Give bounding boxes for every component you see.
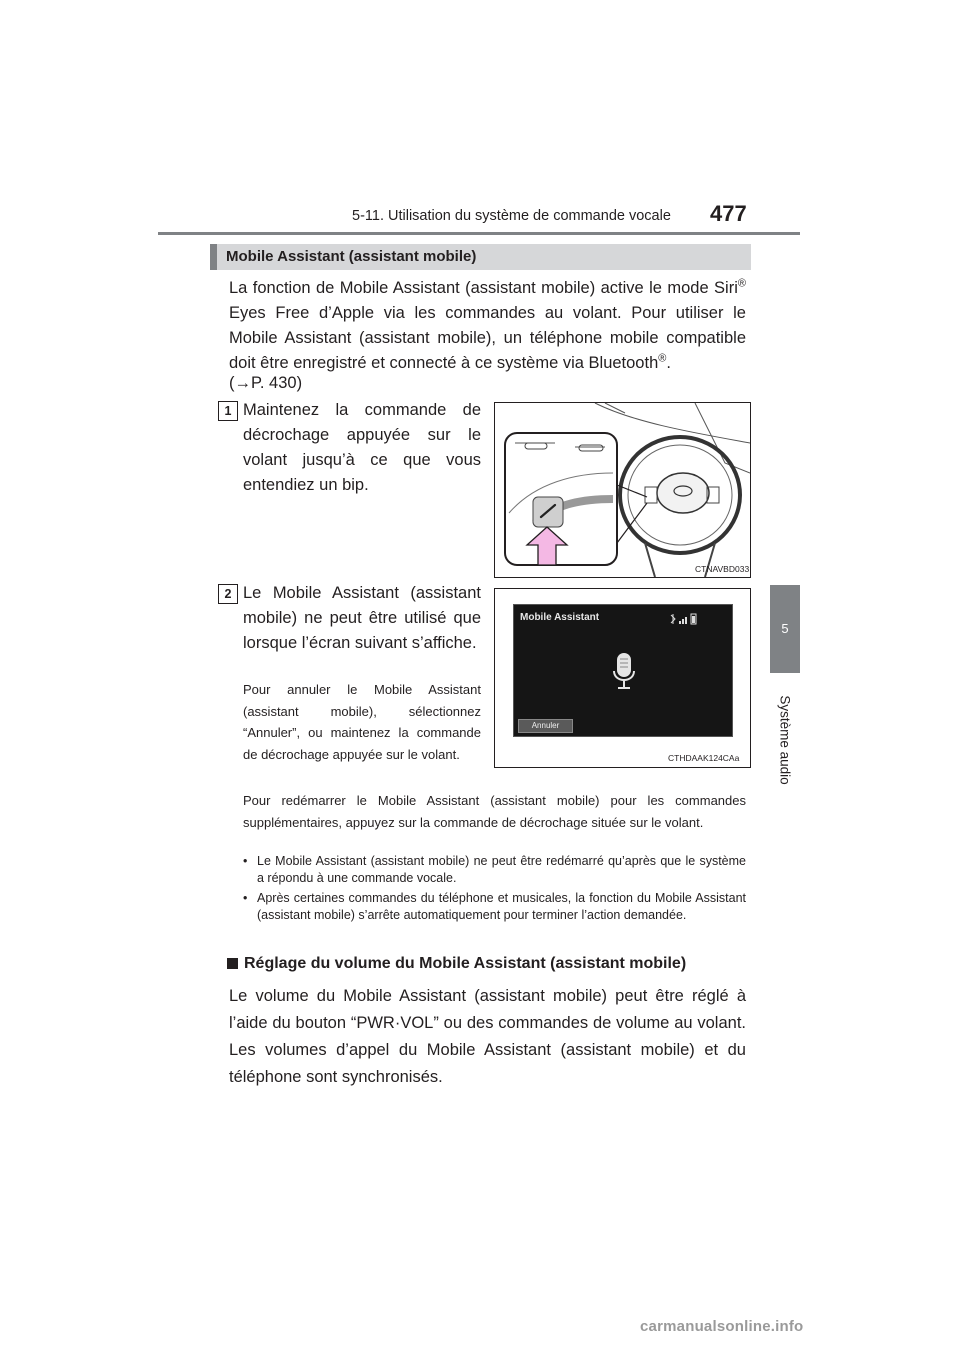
chapter-tab: 5 <box>770 585 800 673</box>
screen-title: Mobile Assistant <box>520 612 600 623</box>
mobile-assistant-screen <box>513 604 733 737</box>
registered-mark: ® <box>658 352 667 365</box>
subsection-paragraph: Le volume du Mobile Assistant (assistant mobile) peut être réglé à l’aide du bouton “PWR·VOL” ou des commandes de volume au volant. Les volumes d’appel du Mobile Assistant (assistant mobile) et du téléphone sont synchronisés. <box>229 987 746 1086</box>
intro-text-3: . <box>666 354 671 372</box>
registered-mark: ® <box>737 277 746 290</box>
figure-code-1: CTNAVBD033 <box>695 564 750 574</box>
restart-note: Pour redémarrer le Mobile Assistant (assistant mobile) pour les commandes supplémentaires, appuyez sur la commande de décrochage située sur le volant. <box>243 793 746 830</box>
step-1-text: Maintenez la commande de décrochage appuyée sur le volant jusqu’à ce que vous entendiez un bip. <box>243 401 481 494</box>
bullet-dot: • <box>243 854 248 868</box>
section-heading-band <box>210 244 751 270</box>
intro-text-2: Eyes Free d’Apple via les commandes au volant. Pour utiliser le Mobile Assistant (assistant mobile), un téléphone mobile compatible doit être enregistré et connecté à ce système via Bluetooth <box>229 304 746 372</box>
intro-text-1: La fonction de Mobile Assistant (assistant mobile) active le mode Siri <box>229 279 738 297</box>
steering-wheel-drawing <box>495 403 750 577</box>
step-2-text: Le Mobile Assistant (assistant mobile) ne peut être utilisé que lorsque l’écran suivant s’affiche. <box>243 584 481 652</box>
bullet-dot: • <box>243 891 248 905</box>
subsection-heading <box>227 955 686 973</box>
header-rule <box>158 232 800 235</box>
bullet-text: Le Mobile Assistant (assistant mobile) ne peut être redémarré qu’après que le système a répondu à une commande vocale. <box>257 854 746 885</box>
subsection-heading-text: Réglage du volume du Mobile Assistant (assistant mobile) <box>244 955 687 972</box>
signal-battery-icon <box>669 613 699 625</box>
running-header-title: 5-11. Utilisation du système de commande vocale <box>352 208 671 224</box>
step-number-2: 2 <box>218 584 238 604</box>
steering-wheel-illustration <box>494 402 751 578</box>
chapter-label: Système audio <box>777 695 793 785</box>
chapter-label-container <box>748 680 822 800</box>
bullet-item <box>243 890 746 941</box>
bullet-item <box>243 853 746 887</box>
annuler-button[interactable]: Annuler <box>518 719 573 733</box>
figure-code-2: CTHDAAK124CAa <box>668 753 740 763</box>
cancel-note: Pour annuler le Mobile Assistant (assistant mobile), sélectionnez “Annuler”, ou maintenez la commande de décrochage appuyée sur le volant. <box>243 682 481 762</box>
status-icons <box>669 612 699 630</box>
step-number-1: 1 <box>218 401 238 421</box>
footer-watermark: carmanualsonline.info <box>640 1318 804 1335</box>
intro-paragraph <box>229 276 746 376</box>
square-bullet-icon <box>227 958 238 969</box>
section-heading-bar <box>210 244 217 270</box>
page-reference: (→P. 430) <box>229 374 303 392</box>
section-heading: Mobile Assistant (assistant mobile) <box>226 248 477 265</box>
microphone-icon <box>612 653 636 698</box>
page-number: 477 <box>710 201 747 226</box>
bullet-text: Après certaines commandes du téléphone et musicales, la fonction du Mobile Assistant (assistant mobile) s’arrête automatiquement pour terminer l’action demandée. <box>257 891 746 922</box>
